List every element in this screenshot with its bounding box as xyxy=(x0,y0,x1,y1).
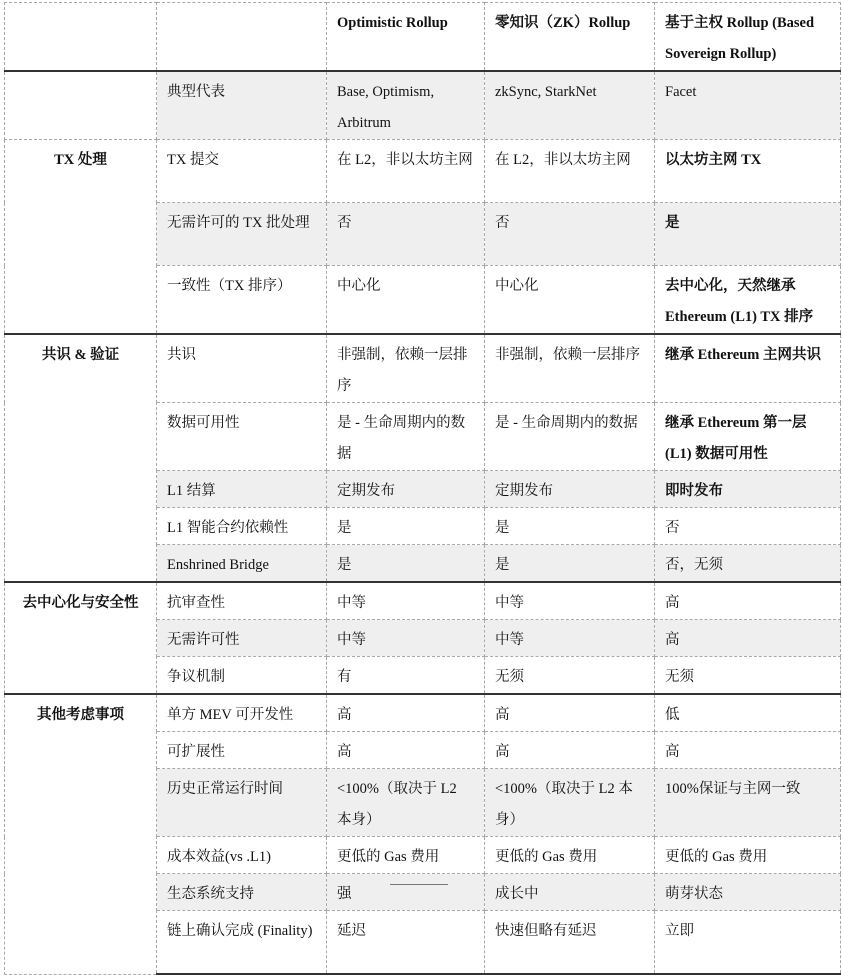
cell-zk: zkSync, StarkNet xyxy=(485,71,655,140)
cell-optimistic: 中心化 xyxy=(327,266,485,335)
category-cell xyxy=(5,71,157,140)
column-header-based-sovereign: 基于主权 Rollup (Based Sovereign Rollup) xyxy=(655,3,841,72)
cell-optimistic: 高 xyxy=(327,732,485,769)
cell-optimistic: 否 xyxy=(327,203,485,266)
row-label: 单方 MEV 可开发性 xyxy=(157,694,327,732)
category-other-considerations: 其他考虑事项 xyxy=(5,694,157,974)
cell-based-sovereign: 继承 Ethereum 主网共识 xyxy=(655,334,841,403)
cell-zk: 是 xyxy=(485,545,655,583)
row-label: 无需许可性 xyxy=(157,620,327,657)
cell-based-sovereign: 即时发布 xyxy=(655,471,841,508)
cell-zk: 是 - 生命周期内的数据 xyxy=(485,403,655,471)
cell-based-sovereign: 高 xyxy=(655,582,841,620)
row-label: 历史正常运行时间 xyxy=(157,769,327,837)
table-row xyxy=(5,334,841,403)
cell-optimistic: 是 xyxy=(327,508,485,545)
cell-zk: 定期发布 xyxy=(485,471,655,508)
table-row xyxy=(5,582,841,620)
cell-zk: <100%（取决于 L2 本身） xyxy=(485,769,655,837)
table-row xyxy=(5,694,841,732)
table-row xyxy=(5,71,841,140)
cell-zk: 是 xyxy=(485,508,655,545)
cell-optimistic: Base, Optimism, Arbitrum xyxy=(327,71,485,140)
cell-zk: 中心化 xyxy=(485,266,655,335)
table-row xyxy=(5,140,841,203)
row-label: 数据可用性 xyxy=(157,403,327,471)
row-label: 生态系统支持 xyxy=(157,874,327,911)
row-label: 共识 xyxy=(157,334,327,403)
row-label: 争议机制 xyxy=(157,657,327,695)
cell-zk: 否 xyxy=(485,203,655,266)
cell-based-sovereign: 以太坊主网 TX xyxy=(655,140,841,203)
cell-optimistic: 非强制，依赖一层排序 xyxy=(327,334,485,403)
row-label: 一致性（TX 排序） xyxy=(157,266,327,335)
cell-optimistic: 中等 xyxy=(327,582,485,620)
category-decentralization-security: 去中心化与安全性 xyxy=(5,582,157,694)
row-label: 抗审查性 xyxy=(157,582,327,620)
cell-zk: 非强制，依赖一层排序 xyxy=(485,334,655,403)
cell-zk: 高 xyxy=(485,694,655,732)
row-label: 链上确认完成 (Finality) xyxy=(157,911,327,975)
cell-based-sovereign: 否 xyxy=(655,508,841,545)
header-corner xyxy=(5,3,157,72)
cell-based-sovereign: 去中心化，天然继承 Ethereum (L1) TX 排序 xyxy=(655,266,841,335)
cell-optimistic: 是 xyxy=(327,545,485,583)
header-label-cell xyxy=(157,3,327,72)
row-label: Enshrined Bridge xyxy=(157,545,327,583)
comparison-table xyxy=(4,2,841,975)
row-label: 无需许可的 TX 批处理 xyxy=(157,203,327,266)
cell-zk: 快速但略有延迟 xyxy=(485,911,655,975)
header-row xyxy=(5,3,841,72)
row-label: 成本效益(vs .L1) xyxy=(157,837,327,874)
cell-zk: 成长中 xyxy=(485,874,655,911)
cell-based-sovereign: 高 xyxy=(655,620,841,657)
cell-optimistic: 定期发布 xyxy=(327,471,485,508)
cell-optimistic: 是 - 生命周期内的数据 xyxy=(327,403,485,471)
row-label: TX 提交 xyxy=(157,140,327,203)
cell-zk: 更低的 Gas 费用 xyxy=(485,837,655,874)
cell-based-sovereign: 100%保证与主网一致 xyxy=(655,769,841,837)
cell-based-sovereign: 是 xyxy=(655,203,841,266)
cell-based-sovereign: 低 xyxy=(655,694,841,732)
row-label: L1 结算 xyxy=(157,471,327,508)
column-header-optimistic: Optimistic Rollup xyxy=(327,3,485,72)
cell-zk: 无须 xyxy=(485,657,655,695)
cell-optimistic: 有 xyxy=(327,657,485,695)
cell-optimistic: 中等 xyxy=(327,620,485,657)
cell-based-sovereign: 否，无须 xyxy=(655,545,841,583)
category-consensus-validation: 共识 & 验证 xyxy=(5,334,157,582)
cell-based-sovereign: 萌芽状态 xyxy=(655,874,841,911)
column-header-zk: 零知识（ZK）Rollup xyxy=(485,3,655,72)
cell-zk: 中等 xyxy=(485,620,655,657)
cell-optimistic: 延迟 xyxy=(327,911,485,975)
cell-based-sovereign: 高 xyxy=(655,732,841,769)
cell-optimistic: 高 xyxy=(327,694,485,732)
cell-zk: 中等 xyxy=(485,582,655,620)
cell-based-sovereign: 更低的 Gas 费用 xyxy=(655,837,841,874)
category-tx-processing: TX 处理 xyxy=(5,140,157,335)
row-label: L1 智能合约依赖性 xyxy=(157,508,327,545)
cell-based-sovereign: Facet xyxy=(655,71,841,140)
cell-optimistic: 在 L2，非以太坊主网 xyxy=(327,140,485,203)
cell-based-sovereign: 立即 xyxy=(655,911,841,975)
cell-optimistic: 更低的 Gas 费用 xyxy=(327,837,485,874)
row-label: 可扩展性 xyxy=(157,732,327,769)
row-label: 典型代表 xyxy=(157,71,327,140)
cell-optimistic: 强 xyxy=(327,874,485,911)
cell-zk: 高 xyxy=(485,732,655,769)
cell-based-sovereign: 无须 xyxy=(655,657,841,695)
cell-optimistic: <100%（取决于 L2 本身） xyxy=(327,769,485,837)
cell-zk: 在 L2，非以太坊主网 xyxy=(485,140,655,203)
cell-based-sovereign: 继承 Ethereum 第一层 (L1) 数据可用性 xyxy=(655,403,841,471)
